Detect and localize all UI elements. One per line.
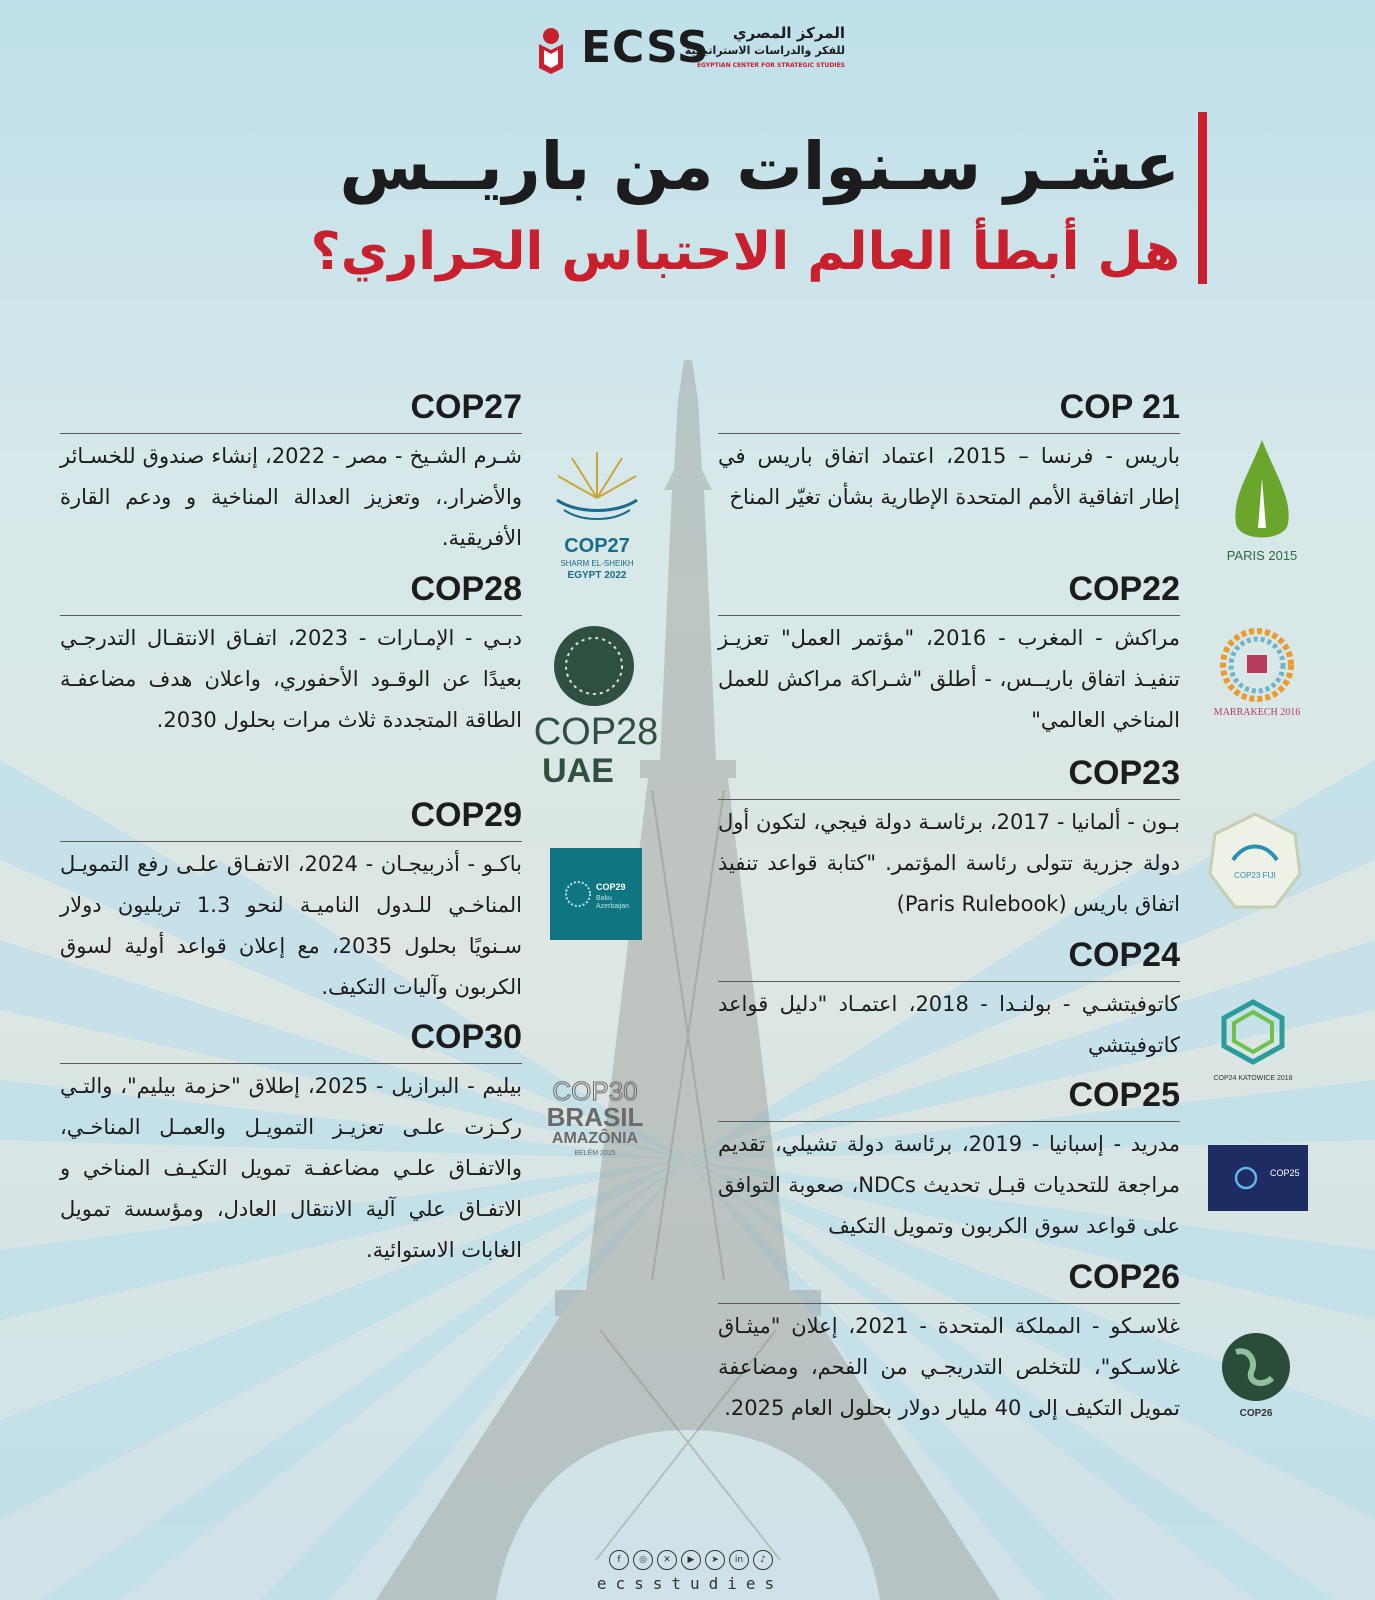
tiktok-icon[interactable]: ♪ xyxy=(753,1550,773,1570)
cop28-block xyxy=(60,570,522,741)
telegram-icon[interactable]: ➤ xyxy=(705,1550,725,1570)
cop25-block xyxy=(718,1076,1180,1247)
ecss-globe-icon xyxy=(535,26,577,74)
cop28-text: دبـي - الإمـارات - 2023، اتفـاق الانتقـال التدرجـي بعيدًا عن الوقـود الأحفوري، واعلان هدف مضاعفـة الطاقة المتجددة ثلاث مرات بحلول 2030. xyxy=(60,626,522,732)
cop24-text: كاتوفيتشـي - بولنـدا - 2018، اعتمـاد "دليل قواعد كاتوفيتشي xyxy=(718,992,1180,1057)
ecss-logo xyxy=(535,22,845,77)
cop30-belem-logo xyxy=(540,1076,650,1158)
svg-text:COP29: COP29 xyxy=(596,882,626,892)
cop23-block xyxy=(718,754,1180,925)
cop23-text: بـون - ألمانيا - 2017، برئاسـة دولة فيجي، لتكون أول دولة جزرية تتولى رئاسة المؤتمر. "كتابة قواعد تنفيذ اتفاق باريس (Paris Rulebook) xyxy=(718,810,1180,916)
cop21-heading: COP 21 xyxy=(718,388,1180,434)
cop22-block xyxy=(718,570,1180,741)
cop27-block xyxy=(60,388,522,559)
svg-text:PARIS 2015: PARIS 2015 xyxy=(1226,548,1298,563)
cop29-heading: COP29 xyxy=(60,796,522,842)
cop24-heading: COP24 xyxy=(718,936,1180,982)
cop23-fiji-logo xyxy=(1205,812,1305,912)
cop29-baku-logo xyxy=(550,848,642,940)
svg-text:EGYPT 2022: EGYPT 2022 xyxy=(567,570,627,581)
cop26-glasgow-logo xyxy=(1216,1330,1296,1420)
facebook-icon[interactable]: f xyxy=(609,1550,629,1570)
cop29-text: باكـو - أذربيجـان - 2024، الاتفـاق علـى رفع التمويـل المناخـي للـدول الناميـة لنحو 1.3 تريليون دولار سـنويًا بحلول 2035، مع إعلان قواعد أولية لسوق الكربون وآليات التكيف. xyxy=(60,852,522,999)
ecss-english-name: EGYPTIAN CENTER FOR STRATEGIC STUDIES xyxy=(696,62,845,69)
social-icons xyxy=(606,1550,776,1570)
cop30-heading: COP30 xyxy=(60,1018,522,1064)
svg-text:COP27: COP27 xyxy=(564,535,630,557)
cop27-sharm-logo xyxy=(552,448,642,588)
ecss-logo-text: ECSS xyxy=(581,22,710,73)
cop25-text: مدريد - إسبانيا - 2019، برئاسة دولة تشيلي، تقديم مراجعة للتحديات قبـل تحديث NDCs، صعوبة التوافق على قواعد سوق الكربون وتمويل التكيف xyxy=(718,1132,1180,1238)
footer-handle: ecsstudies xyxy=(596,1574,784,1593)
svg-text:Baku: Baku xyxy=(596,895,612,902)
cop22-text: مراكش - المغرب - 2016، "مؤتمر العمل" تعزيـز تنفيـذ اتفاق باريــس، - أطلق "شـراكة مراكش للعمل المناخي العالمي" xyxy=(718,626,1180,732)
cop23-heading: COP23 xyxy=(718,754,1180,800)
cop28-uae-logo xyxy=(533,622,659,790)
ecss-arabic-name: المركز المصري xyxy=(732,24,845,42)
youtube-icon[interactable]: ▶ xyxy=(681,1550,701,1570)
cop25-madrid-logo xyxy=(1208,1145,1308,1211)
cop24-katowice-logo xyxy=(1208,996,1298,1086)
title-accent-bar xyxy=(1198,112,1207,284)
cop27-text: شـرم الشـيخ - مصر - 2022، إنشاء صندوق للخسـائر والأضرار.، وتعزيز العدالة المناخية و ودعم القارة الأفريقية. xyxy=(60,444,522,550)
svg-text:COP23 FIJI: COP23 FIJI xyxy=(1234,871,1276,880)
svg-text:AMAZÔNIA: AMAZÔNIA xyxy=(551,1130,639,1147)
cop30-block xyxy=(60,1018,522,1271)
svg-text:COP26: COP26 xyxy=(1239,1408,1273,1419)
page-title: عشـر سـنوات من باريــس xyxy=(339,128,1180,205)
svg-text:UAE: UAE xyxy=(542,752,614,790)
cop26-heading: COP26 xyxy=(718,1258,1180,1304)
svg-text:BRASIL: BRASIL xyxy=(546,1102,644,1132)
cop26-block xyxy=(718,1258,1180,1429)
cop29-block xyxy=(60,796,522,1008)
svg-text:MARRAKECH 2016: MARRAKECH 2016 xyxy=(1213,707,1301,718)
svg-text:BELÉM 2025: BELÉM 2025 xyxy=(574,1150,616,1157)
cop22-heading: COP22 xyxy=(718,570,1180,616)
cop24-block xyxy=(718,936,1180,1066)
svg-text:COP24 KATOWICE 2018: COP24 KATOWICE 2018 xyxy=(1213,1075,1293,1082)
x-icon[interactable]: ✕ xyxy=(657,1550,677,1570)
svg-text:Azerbaijan: Azerbaijan xyxy=(596,903,630,910)
cop30-text: بيليم - البرازيل - 2025، إطلاق "حزمة بيليم"، والتـي ركـزت علـى تعزيـز التمويـل والعمـل المناخـي، والاتفـاق علـي مضاعفـة تمويل التكيـف المناخي و الاتفـاق علي آلية الانتقال العادل، ومؤسسة تمويل الغابات الاستوائية. xyxy=(60,1074,523,1262)
svg-text:COP28: COP28 xyxy=(533,711,659,753)
linkedin-icon[interactable]: in xyxy=(729,1550,749,1570)
cop22-marrakech-logo xyxy=(1210,625,1305,735)
cop21-text: باريس - فرنسا – 2015، اعتماد اتفاق باريس في إطار اتفاقية الأمم المتحدة الإطارية بشأن تغيّر المناخ xyxy=(718,444,1181,509)
cop21-paris-logo xyxy=(1222,438,1302,568)
svg-text:COP30: COP30 xyxy=(552,1076,638,1106)
cop27-heading: COP27 xyxy=(60,388,522,434)
cop21-block xyxy=(718,388,1180,518)
page-subtitle: هل أبطأ العالم الاحتباس الحراري؟ xyxy=(310,222,1180,282)
instagram-icon[interactable]: ◎ xyxy=(633,1550,653,1570)
cop26-text: غلاسـكو - المملكة المتحدة - 2021، إعلان "ميثـاق غلاسـكو"، للتخلص التدريجـي من الفحم، ومضاعفة تمويل التكيف إلى 40 مليار دولار بحلول العام 2025. xyxy=(718,1314,1180,1420)
svg-text:COP25: COP25 xyxy=(1270,1168,1300,1178)
cop28-heading: COP28 xyxy=(60,570,522,616)
ecss-arabic-subtitle: للفكر والدراسات الاستراتيجية xyxy=(684,44,845,57)
cop25-heading: COP25 xyxy=(718,1076,1180,1122)
svg-text:SHARM EL-SHEIKH: SHARM EL-SHEIKH xyxy=(560,559,634,568)
